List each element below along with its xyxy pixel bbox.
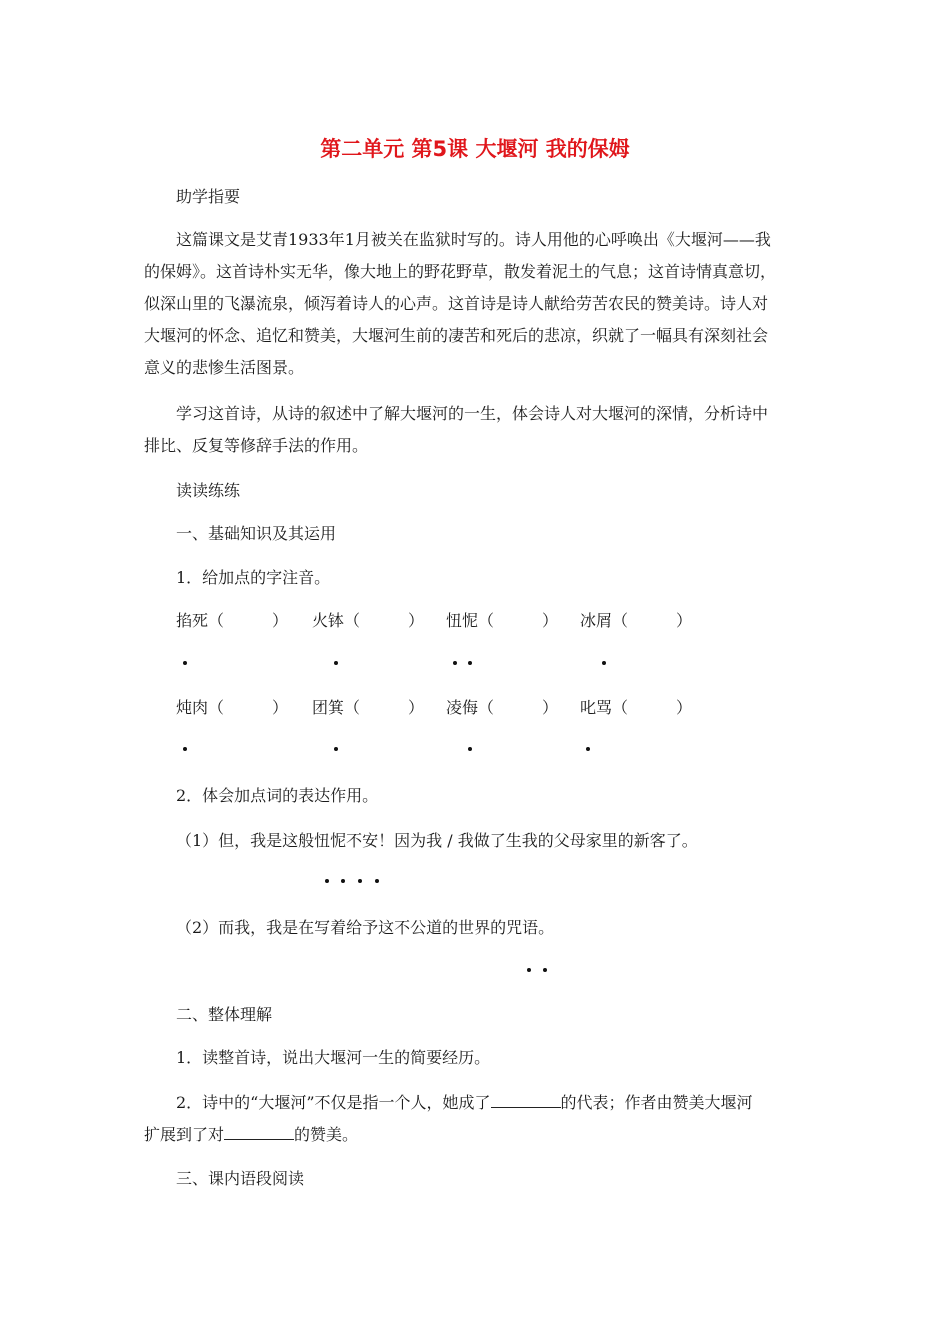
part3-heading: 三、课内语段阅读 [176, 1169, 305, 1188]
pinyin-item-7: 凌侮（ ） [446, 698, 559, 717]
part2-question-1: 1．读整首诗，说出大堰河一生的简要经历。 [176, 1048, 491, 1067]
guide-paragraph-1-line-5: 意义的悲惨生活图景。 [144, 358, 305, 377]
practice-heading: 读读练练 [176, 481, 241, 500]
emphasis-dot [468, 747, 472, 751]
emphasis-dot [334, 661, 338, 665]
pinyin-item-8: 叱骂（ ） [580, 698, 693, 717]
emphasis-dot [325, 879, 329, 883]
emphasis-dot [586, 747, 590, 751]
guide-paragraph-1-line-4: 大堰河的怀念、追忆和赞美，大堰河生前的凄苦和死后的悲凉，织就了一幅具有深刻社会 [144, 326, 769, 345]
emphasis-dot [453, 661, 457, 665]
fill-blank[interactable] [491, 1093, 561, 1108]
pinyin-item-1: 掐死（ ） [176, 611, 289, 630]
guide-paragraph-2-line-1: 学习这首诗，从诗的叙述中了解大堰河的一生，体会诗人对大堰河的深情，分析诗中 [176, 404, 769, 423]
emphasis-dot [341, 879, 345, 883]
question-text: 的赞美。 [294, 1125, 359, 1144]
emphasis-dot [183, 747, 187, 751]
pinyin-item-3: 忸怩（ ） [446, 611, 559, 630]
part1-heading: 一、基础知识及其运用 [176, 524, 337, 543]
pinyin-item-4: 冰屑（ ） [580, 611, 693, 630]
emphasis-dot [543, 968, 547, 972]
question-2-2: （2）而我，我是在写着给予这不公道的世界的咒语。 [176, 918, 555, 937]
emphasis-dot [375, 879, 379, 883]
part2-heading: 二、整体理解 [176, 1005, 273, 1024]
emphasis-dot [183, 661, 187, 665]
emphasis-dot [358, 879, 362, 883]
question-1: 1．给加点的字注音。 [176, 568, 331, 587]
part2-question-2-line-2 [144, 1123, 358, 1147]
pinyin-item-5: 炖肉（ ） [176, 698, 289, 717]
fill-blank[interactable] [224, 1125, 294, 1140]
question-2: 2．体会加点词的表达作用。 [176, 786, 379, 805]
pinyin-item-6: 团箕（ ） [312, 698, 425, 717]
part2-question-2-line-1 [176, 1091, 753, 1115]
emphasis-dot [602, 661, 606, 665]
emphasis-dot [527, 968, 531, 972]
question-text: 的代表；作者由赞美大堰河 [560, 1093, 753, 1112]
guide-paragraph-1-line-1: 这篇课文是艾青1933年1月被关在监狱时写的。诗人用他的心呼唤出《大堰河——我 [176, 230, 771, 249]
guide-paragraph-1-line-3: 似深山里的飞瀑流泉，倾泻着诗人的心声。这首诗是诗人献给劳苦农民的赞美诗。诗人对 [144, 294, 769, 313]
question-text: 2．诗中的“大堰河”不仅是指一个人，她成了 [176, 1093, 491, 1112]
question-text: 扩展到了对 [144, 1125, 225, 1144]
guide-paragraph-1-line-2: 的保姆》。这首诗朴实无华，像大地上的野花野草，散发着泥土的气息；这首诗情真意切， [144, 262, 777, 281]
guide-heading: 助学指要 [176, 187, 241, 206]
pinyin-item-2: 火钵（ ） [312, 611, 425, 630]
page-title: 第二单元 第5课 大堰河 我的保姆 [320, 137, 630, 161]
guide-paragraph-2-line-2: 排比、反复等修辞手法的作用。 [144, 436, 369, 455]
question-2-1: （1）但，我是这般忸怩不安！因为我 / 我做了生我的父母家里的新客了。 [176, 831, 698, 850]
emphasis-dot [334, 747, 338, 751]
emphasis-dot [468, 661, 472, 665]
